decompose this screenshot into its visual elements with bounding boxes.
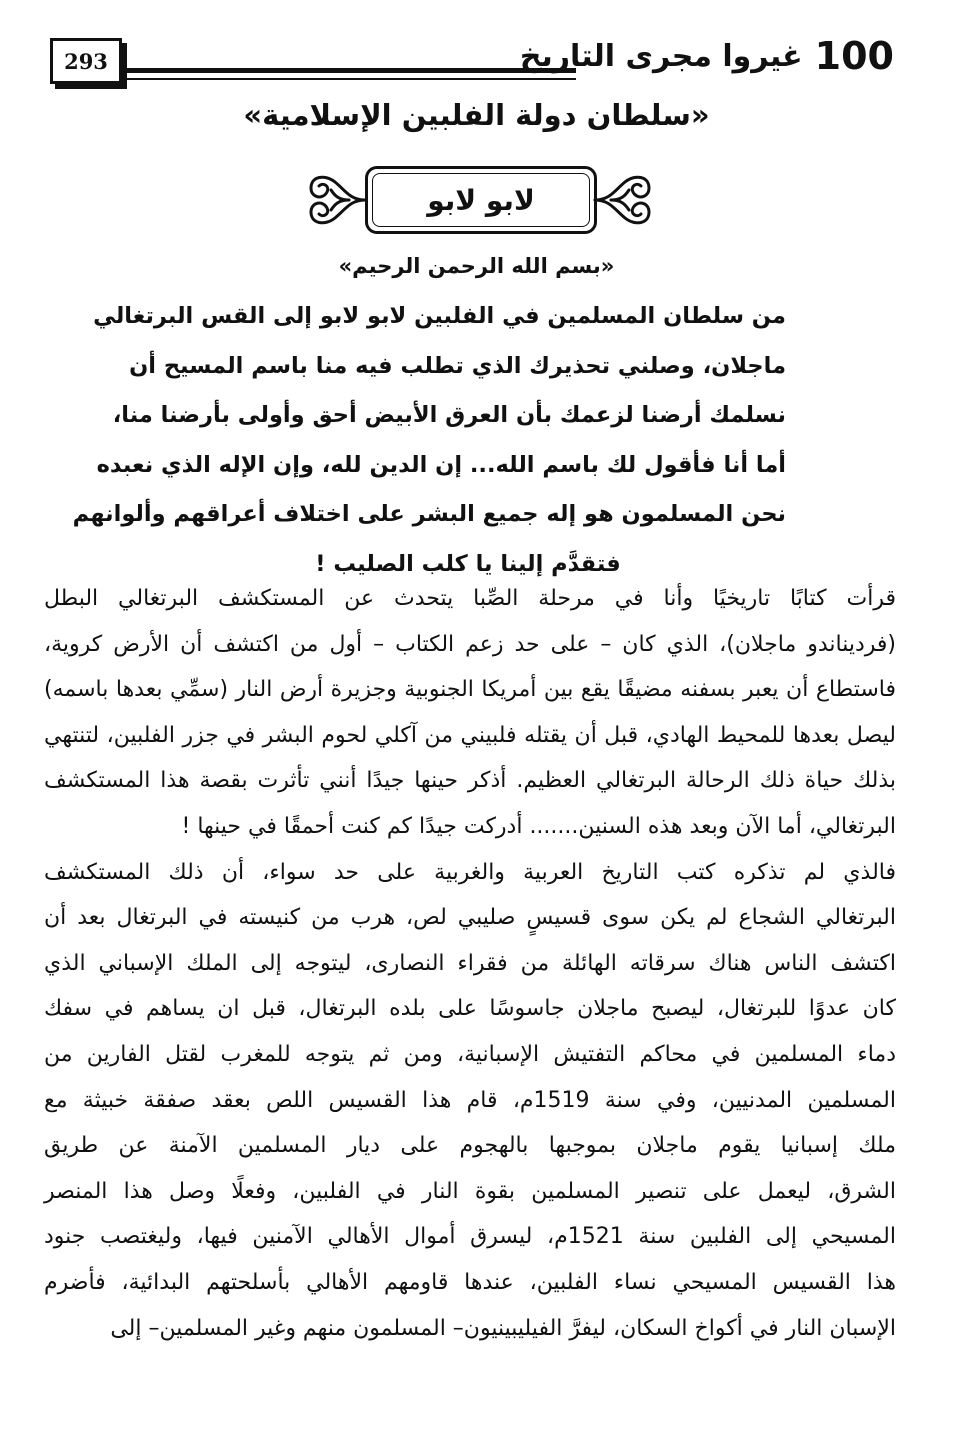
body-line: البرتغالي الشجاع لم يكن سوى قسيسٍ صليبي لص، هرب من كنيسته في البرتغال بعد أن (44, 905, 896, 931)
body-line: المسيحي إلى الفلبين سنة 1521م، ليسرق أموال الأهالي الآمنين فيها، وليغتصب جنود (44, 1224, 896, 1250)
body-line: الشرق، ليعمل على تنصير المسلمين بقوة النار في الفلبين، وفعلًا وصل هذا المنصر (44, 1178, 896, 1204)
body-line: فالذي لم تذكره كتب التاريخ العربية والغربية على حد سواء، أن ذلك المستكشف (44, 859, 896, 885)
chapter-subtitle: «سلطان دولة الفلبين الإسلامية» (243, 98, 710, 132)
page-header (44, 26, 894, 86)
body-line: الإسبان النار في أكواخ السكان، ليفرَّ الفيليبينيون– المسلمون منهم وغير المسلمين– إلى (110, 1315, 896, 1341)
name-cartouche (305, 160, 655, 240)
letter-line: نحن المسلمون هو إله جميع البشر على اختلاف أعراقهم وألوانهم (72, 501, 786, 527)
scroll-ornament-left-icon (305, 160, 367, 240)
body-line: ملك إسبانيا يقوم ماجلان بموجبها بالهجوم على ديار المسلمين الآمنة عن طريق (44, 1133, 896, 1159)
page-number-box: 293 (50, 38, 122, 84)
body-line: كان عدوًا للبرتغال، ليصبح ماجلان جاسوسًا على بلده البرتغال، قبل ان يساهم في سفك (44, 996, 896, 1022)
body-line: ليصل بعدها للمحيط الهادي، قبل أن يقتله فلبيني من آكلي لحوم البشر في جزر الفلبين، لتنتهي (44, 722, 896, 748)
scroll-ornament-right-icon (593, 160, 655, 240)
book-title (520, 26, 894, 86)
letter-line: من سلطان المسلمين في الفلبين لابو لابو إلى القس البرتغالي (93, 303, 786, 329)
body-line: هذا القسيس المسيحي نساء الفلبين، عندها قاومهم الأهالي بأسلحتهم البدائية، فأضرم (44, 1269, 896, 1295)
letter-line: نسلمك أرضنا لزعمك بأن العرق الأبيض أحق وأولى بأرضنا منا، (112, 402, 786, 428)
book-name: غيروا مجرى التاريخ (519, 38, 803, 74)
header-rule-thin (124, 78, 576, 80)
body-line: فاستطاع أن يعبر بسفنه مضيقًا يقع بين أمريكا الجنوبية وجزيرة أرض النار (سمِّي بعدها باسمه) (44, 677, 896, 703)
body-line: البرتغالي، أما الآن وبعد هذه السنين....... أدركت جيدًا كم كنت أحمقًا في حينها ! (181, 813, 896, 839)
body-line: (فرديناندو ماجلان)، الذي كان – على حد زعم الكتاب – أول من اكتشف أن الأرض كروية، (44, 631, 896, 657)
letter-line: ماجلان، وصلني تحذيرك الذي تطلب فيه منا باسم المسيح أن (129, 352, 786, 379)
book-number: 100 (814, 34, 894, 78)
letter-line: فتقدَّم إلينا يا كلب الصليب ! (315, 550, 621, 577)
body-line: بذلك حياة ذلك الرحالة البرتغالي العظيم. أذكر حينها جيدًا أنني تأثرت بقصة هذا المستكشف (44, 768, 896, 794)
sultan-letter (72, 292, 786, 589)
body-line: دماء المسلمين في محاكم التفتيش الإسبانية، ومن ثم يتوجه للمغرب لقتل الفارين من (44, 1041, 896, 1067)
header-rule-thick (124, 68, 576, 73)
letter-line: أما أنا فأقول لك باسم الله... إن الدين لله، وإن الإله الذي نعبده (96, 451, 786, 478)
basmala: «بسم الله الرحمن الرحيم» (338, 254, 615, 278)
body-line: المسلمين المدنيين، وفي سنة 1519م، قام هذا القسيس اللص بعقد صفقة خبيثة مع (44, 1087, 896, 1113)
name-plate: لابو لابو (365, 166, 597, 234)
body-line: قرأت كتابًا تاريخيًا وأنا في مرحلة الصِّبا يتحدث عن المستكشف البرتغالي البطل (44, 586, 896, 611)
body-text (44, 576, 896, 1351)
body-line: اكتشف الناس هناك سرقاته الهائلة من فقراء النصارى، ليتوجه إلى الملك الإسباني الذي (44, 950, 896, 976)
